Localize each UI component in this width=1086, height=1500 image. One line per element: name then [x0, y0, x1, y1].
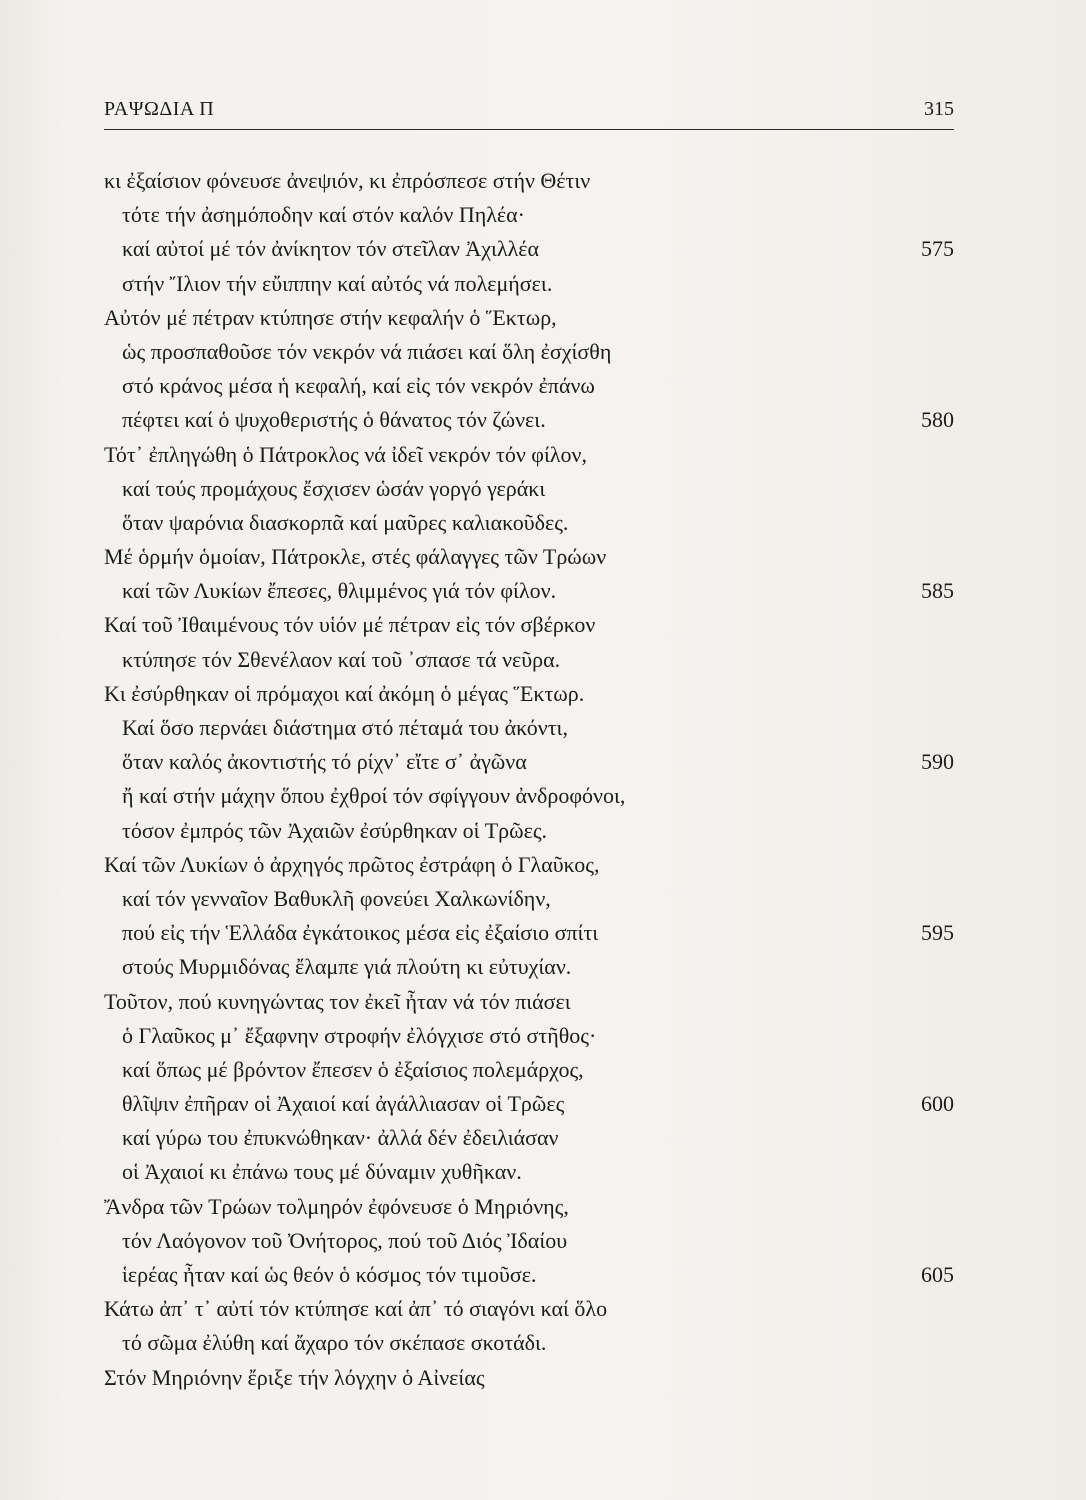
verse-line-text: στούς Μυρμιδόνας ἔλαμπε γιά πλούτη κι εὐτυχίαν.	[122, 954, 572, 980]
verse-line-text: Καί ὅσο περνάει διάστημα στό πέταμά του ἀκόντι,	[122, 715, 568, 740]
verse-line	[104, 1361, 954, 1395]
verse-line-text: Αὐτόν μέ πέτραν κτύπησε στήν κεφαλήν ὁ Ἕκτωρ,	[104, 304, 557, 330]
verse-line	[104, 608, 954, 642]
verse-line-text: Τότ᾽ ἐπληγώθη ὁ Πάτροκλος νά ἰδεῖ νεκρόν τόν φίλον,	[104, 441, 587, 467]
verse-line-text: Μέ ὁρμήν ὁμοίαν, Πάτροκλε, στές φάλαγγες τῶν Τρώων	[104, 544, 607, 570]
verse-line-text: Καί τοῦ Ἰθαιμένους τόν υἱόν μέ πέτραν εἰς τόν σβέρκον	[104, 612, 596, 638]
verse-line-text: πέφτει καί ὁ ψυχοθεριστής ὁ θάνατος τόν ζώνει.	[122, 407, 546, 433]
verse-line	[104, 472, 954, 506]
verse-line	[104, 1224, 954, 1258]
verse-line	[104, 814, 954, 848]
verse-line-text: καί ὅπως μέ βρόντον ἔπεσεν ὁ ἐξαίσιος πολεμάρχος,	[122, 1056, 584, 1082]
line-number: 595	[921, 920, 954, 946]
line-number: 575	[921, 236, 954, 262]
verse-line	[104, 1155, 954, 1189]
verse-line	[104, 1190, 954, 1224]
line-number: 585	[921, 578, 954, 604]
verse-line-text: καί γύρω του ἐπυκνώθηκαν· ἀλλά δέν ἐδειλιάσαν	[122, 1125, 559, 1151]
verse-line-text: Κι ἐσύρθηκαν οἱ πρόμαχοι καί ἀκόμη ὁ μέγας Ἕκτωρ.	[104, 680, 585, 706]
verse-line-text: θλῖψιν ἐπῆραν οἱ Ἀχαιοί καί ἀγάλλιασαν οἱ Τρῶες	[122, 1091, 565, 1117]
verse-line-text: καί αὐτοί μέ τόν ἀνίκητον τόν στεῖλαν Ἀχιλλέα	[122, 236, 540, 262]
verse-line-text: καί τούς προμάχους ἔσχισεν ὡσάν γοργό γεράκι	[122, 475, 546, 501]
verse-line	[104, 540, 954, 574]
verse-line-text: κτύπησε τόν Σθενέλαον καί τοῦ ᾽σπασε τά νεῦρα.	[122, 646, 561, 672]
verse-line	[104, 916, 954, 950]
verse-line-text: ἤ καί στήν μάχην ὅπου ἐχθροί τόν σφίγγουν ἀνδροφόνοι,	[122, 783, 626, 809]
verse-line	[104, 745, 954, 779]
verse-line-text: ὡς προσπαθοῦσε τόν νεκρόν νά πιάσει καί ὅλη ἐσχίσθη	[122, 338, 612, 364]
verse-line-text: ὁ Γλαῦκος μ᾽ ἔξαφνην στροφήν ἐλόγχισε στό στῆθος·	[122, 1022, 597, 1048]
verse-line	[104, 164, 954, 198]
verse-line	[104, 950, 954, 984]
verse-line-text: κι ἐξαίσιον φόνευσε ἀνεψιόν, κι ἐπρόσπεσε στήν Θέτιν	[104, 168, 591, 193]
line-number: 590	[921, 749, 954, 775]
page-number: 315	[924, 98, 954, 120]
verse-line	[104, 711, 954, 745]
header-rule	[104, 129, 954, 130]
verse-line-text: στήν Ἴλιον τήν εὔιππην καί αὐτός νά πολεμήσει.	[122, 270, 553, 296]
verse-line-text: ὅταν καλός ἀκοντιστής τό ρίχν᾽ εἴτε σ᾽ ἀγῶνα	[122, 749, 527, 775]
verse-line	[104, 1019, 954, 1053]
verse-line	[104, 985, 954, 1019]
verse-line-text: τό σῶμα ἐλύθη καί ἄχαρο τόν σκέπασε σκοτάδι.	[122, 1330, 547, 1356]
verse-line-text: στό κράνος μέσα ἡ κεφαλή, καί εἰς τόν νεκρόν ἐπάνω	[122, 373, 595, 399]
running-title: ΡΑΨΩΔΙΑ Π	[104, 98, 215, 120]
verse-line	[104, 198, 954, 232]
verse-line	[104, 369, 954, 403]
verse-line-text: τότε τήν ἀσημόποδην καί στόν καλόν Πηλέα·	[122, 202, 525, 228]
verse-text	[104, 164, 954, 1395]
verse-line	[104, 677, 954, 711]
verse-line-text: πού εἰς τήν Ἑλλάδα ἐγκάτοικος μέσα εἰς ἐξαίσιο σπίτι	[122, 920, 599, 946]
verse-line	[104, 438, 954, 472]
verse-line-text: ὅταν ψαρόνια διασκορπᾶ καί μαῦρες καλιακοῦδες.	[122, 509, 569, 535]
verse-line-text: Στόν Μηριόνην ἔριξε τήν λόγχην ὁ Αἰνείας	[104, 1364, 485, 1390]
verse-line	[104, 1121, 954, 1155]
verse-line	[104, 267, 954, 301]
verse-line-text: καί τῶν Λυκίων ἔπεσες, θλιμμένος γιά τόν φίλον.	[122, 578, 557, 604]
verse-line	[104, 335, 954, 369]
verse-line-text: Ἄνδρα τῶν Τρώων τολμηρόν ἐφόνευσε ὁ Μηριόνης,	[104, 1193, 569, 1219]
verse-line	[104, 1292, 954, 1326]
verse-line-text: καί τόν γενναῖον Βαθυκλῆ φονεύει Χαλκωνίδην,	[122, 885, 551, 911]
page-header	[104, 98, 954, 126]
verse-line-text: οἱ Ἀχαιοί κι ἐπάνω τους μέ δύναμιν χυθῆκαν.	[122, 1159, 522, 1185]
verse-line	[104, 232, 954, 266]
verse-line-text: Κάτω ἀπ᾽ τ᾽ αὐτί τόν κτύπησε καί ἀπ᾽ τό σιαγόνι καί ὅλο	[104, 1296, 608, 1322]
verse-line	[104, 848, 954, 882]
verse-line	[104, 1258, 954, 1292]
line-number: 605	[921, 1262, 954, 1287]
verse-line	[104, 1087, 954, 1121]
verse-line	[104, 301, 954, 335]
verse-line-text: τόσον ἐμπρός τῶν Ἀχαιῶν ἐσύρθηκαν οἱ Τρῶες.	[122, 817, 548, 843]
verse-line	[104, 643, 954, 677]
verse-line	[104, 779, 954, 813]
verse-line	[104, 882, 954, 916]
verse-line-text: ἱερέας ἦταν καί ὡς θεόν ὁ κόσμος τόν τιμοῦσε.	[122, 1262, 537, 1287]
verse-line	[104, 403, 954, 437]
verse-line	[104, 574, 954, 608]
verse-line-text: Καί τῶν Λυκίων ὁ ἀρχηγός πρῶτος ἐστράφη ὁ Γλαῦκος,	[104, 851, 600, 877]
verse-line	[104, 1326, 954, 1360]
verse-line	[104, 1053, 954, 1087]
line-number: 600	[921, 1091, 954, 1117]
line-number: 580	[921, 407, 954, 433]
verse-line-text: Τοῦτον, πού κυνηγώντας τον ἐκεῖ ἦταν νά τόν πιάσει	[104, 988, 571, 1014]
verse-line	[104, 506, 954, 540]
verse-line-text: τόν Λαόγονον τοῦ Ὀνήτορος, πού τοῦ Διός Ἰδαίου	[122, 1227, 568, 1253]
